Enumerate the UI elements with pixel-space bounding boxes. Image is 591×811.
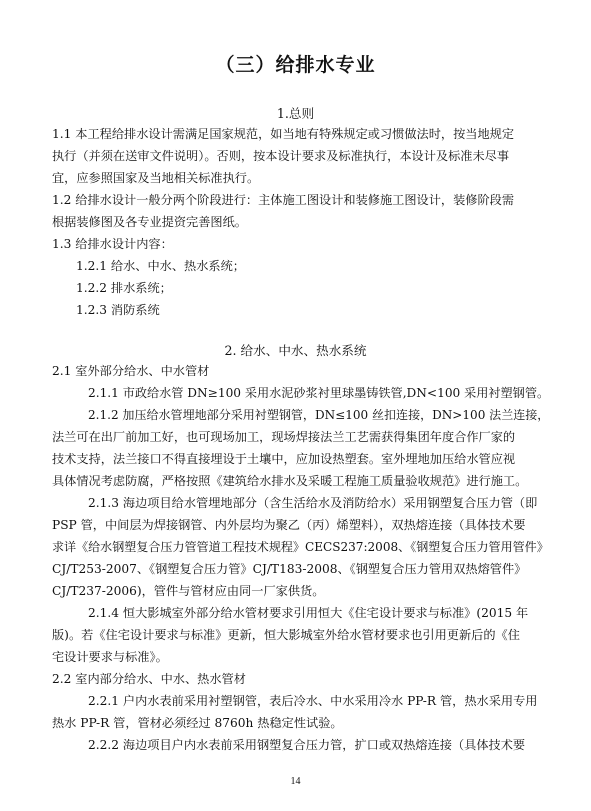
text-line: 2.1.4 恒大影城室外部分给水管材要求引用恒大《住宅设计要求与标准》(2015 年	[88, 606, 529, 620]
text-line: 宜，应参照国家及当地相关标准执行。	[52, 171, 260, 185]
text-line: 2.1.1 市政给水管 DN≥100 采用水泥砂浆衬里球墨铸铁管,DN<100 采用衬塑钢管。	[88, 386, 550, 400]
text-line: CJ/T237-2006)，管件与管材应由同一厂家供货。	[52, 584, 325, 598]
text-line: 1.1 本工程给排水设计需满足国家规范，如当地有特殊规定或习惯做法时，按当地规定	[52, 127, 515, 141]
text-line: 1.2.3 消防系统	[76, 303, 160, 317]
text-line: 1.2.1 给水、中水、热水系统；	[76, 259, 245, 273]
text-line: 2.2.2 海边项目户内水表前采用钢塑复合压力管，扩口或双热熔连接（具体技术要	[88, 738, 526, 752]
text-line: 2.1.2 加压给水管埋地部分采用衬塑钢管，DN≤100 丝扣连接，DN>100 法兰连接，	[88, 408, 550, 422]
text-line: 2.2 室内部分给水、中水、热水管材	[52, 672, 246, 686]
text-line: 1.2.2 排水系统；	[76, 281, 172, 295]
text-line: 根据装修图及各专业提资完善图纸。	[52, 215, 247, 229]
text-line: 执行（并须在送审文件说明）。否则，按本设计要求及标准执行，本设计及标准未尽事	[52, 149, 510, 163]
text-line: 1.3 给排水设计内容：	[52, 237, 173, 251]
page-title: （三）给排水专业	[215, 54, 376, 76]
text-line: 宅设计要求与标准》。	[52, 650, 168, 664]
text-line: PSP 管，中间层为焊接钢管、内外层均为聚乙（丙）烯塑料），双热熔连接（具体技术要	[52, 518, 526, 532]
text-line: 1.2 给排水设计一般分两个阶段进行：主体施工图设计和装修施工图设计，装修阶段需	[52, 193, 515, 207]
text-line: 法兰可在出厂前加工好，也可现场加工，现场焊接法兰工艺需获得集团年度合作厂家的	[52, 430, 516, 444]
text-line: 技术支持，法兰接口不得直接埋设于土壤中，应加设热塑套。室外埋地加压给水管应视	[52, 452, 516, 466]
text-line: 2.1 室外部分给水、中水管材	[52, 364, 210, 378]
text-line: CJ/T253-2007、《钢塑复合压力管》CJ/T183-2008、《钢塑复合压力管用双热熔管件》	[52, 562, 527, 576]
text-line: 2.2.1 户内水表前采用衬塑钢管，表后冷水、中水采用冷水 PP-R 管，热水采用专用	[88, 694, 538, 708]
section-heading-general: 1.总则	[276, 106, 315, 121]
text-line: 版)。若《住宅设计要求与标准》更新，恒大影城室外给水管材要求也引用更新后的《住	[52, 628, 520, 642]
page-number: 14	[290, 776, 301, 787]
text-line: 求详《给水钢塑复合压力管管道工程技术规程》CECS237:2008、《钢塑复合压力管用管件》	[52, 540, 549, 554]
text-line: 热水 PP-R 管，管材必须经过 8760h 热稳定性试验。	[52, 716, 343, 730]
text-line: 具体情况考虑防腐，严格按照《建筑给水排水及采暖工程施工质量验收规范》进行施工。	[52, 474, 528, 488]
text-line: 2.1.3 海边项目给水管埋地部分（含生活给水及消防给水）采用钢塑复合压力管（即	[88, 496, 538, 510]
section-heading-water-systems: 2. 给水、中水、热水系统	[224, 343, 367, 358]
